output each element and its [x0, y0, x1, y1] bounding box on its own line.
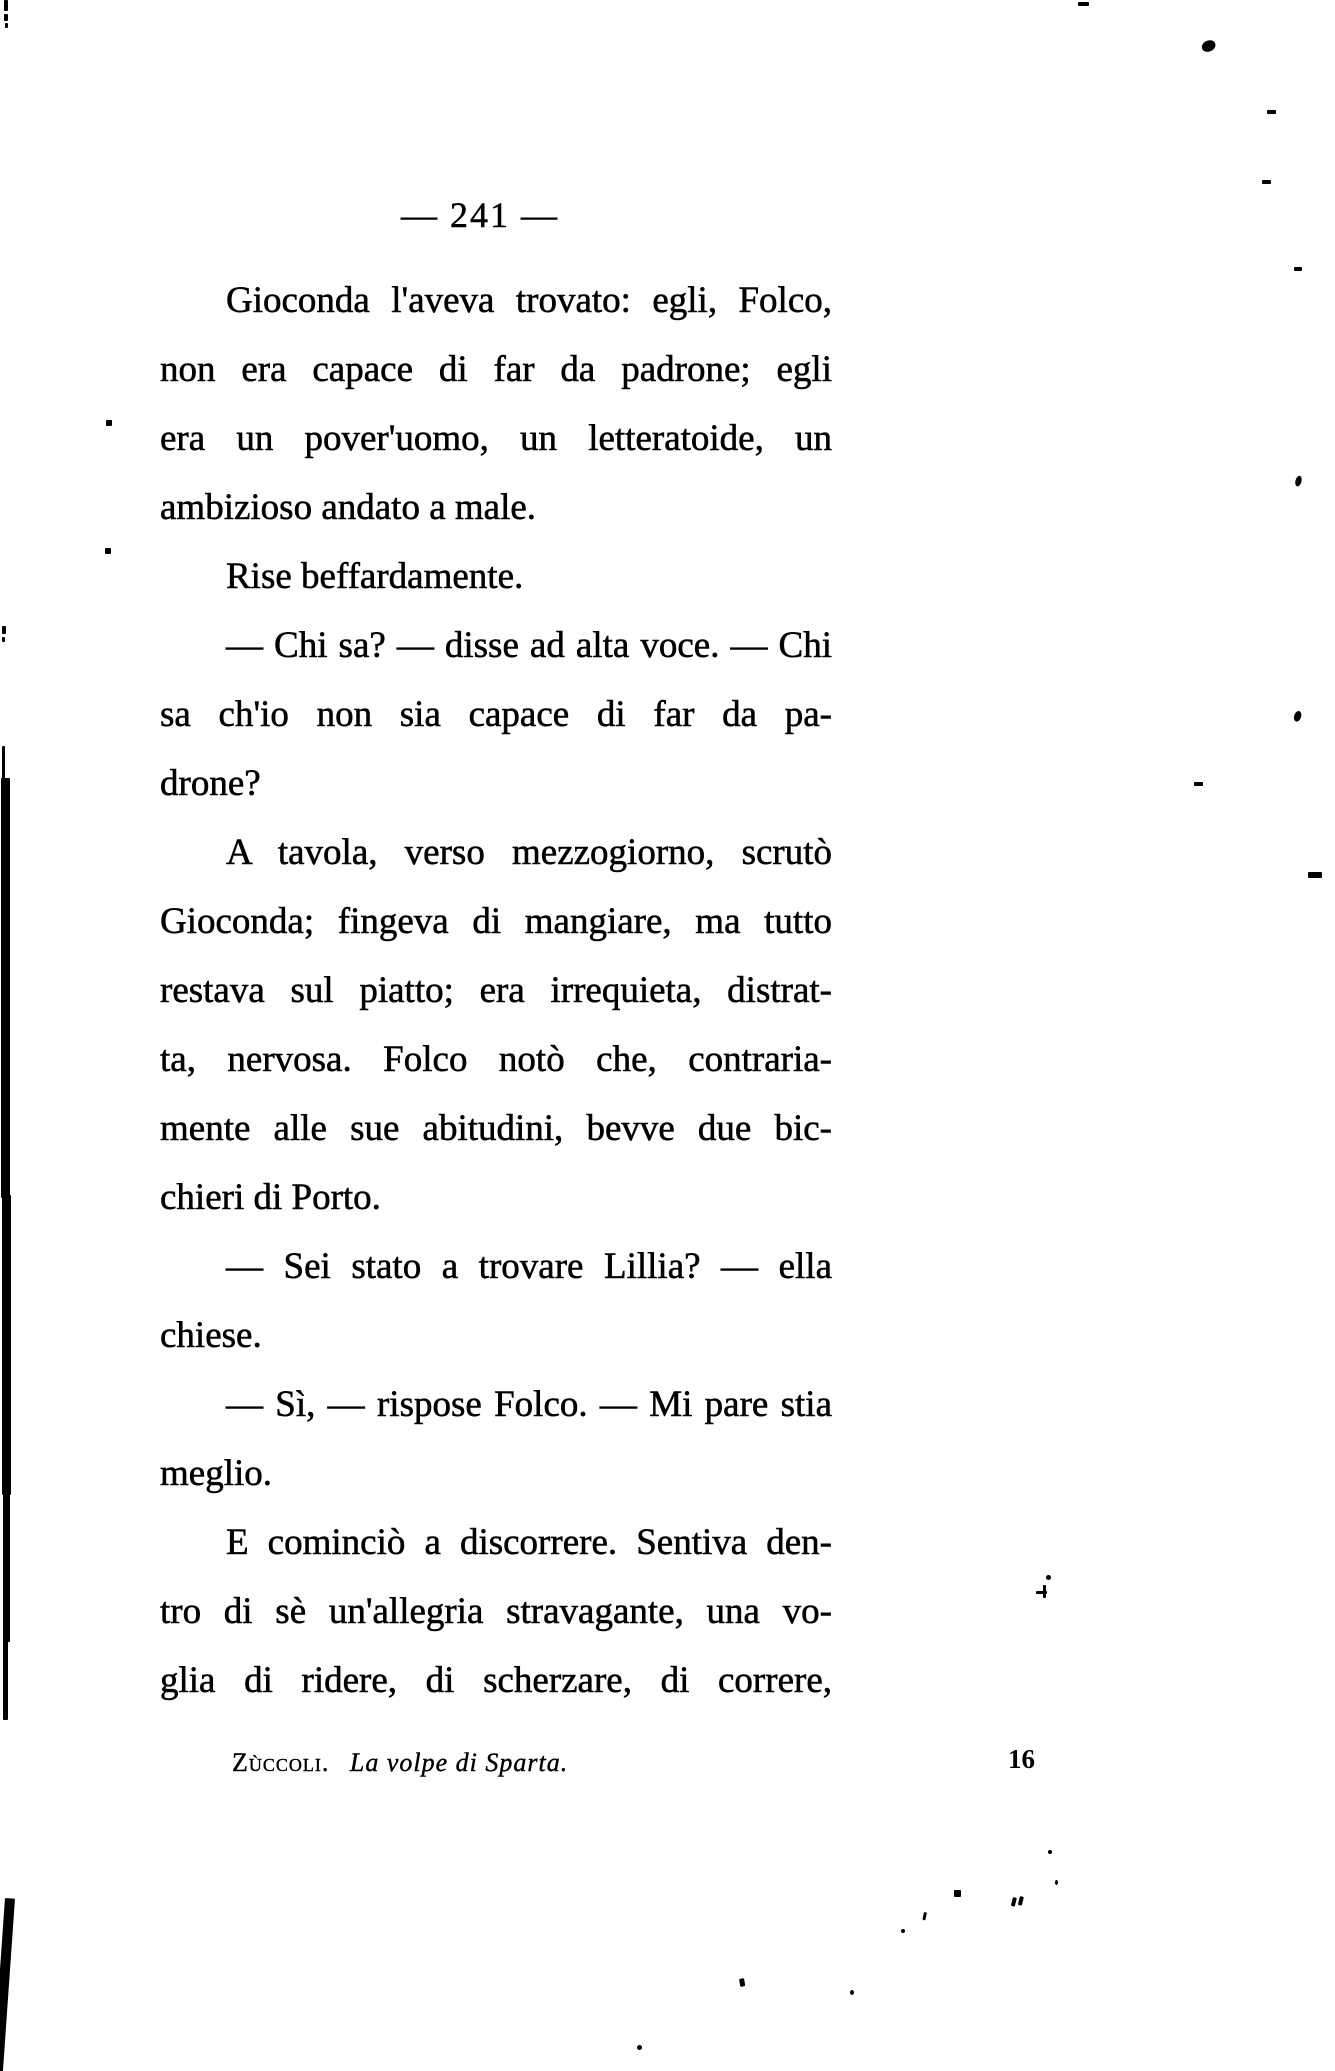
ink-mark: [1078, 2, 1089, 6]
ink-mark: [1046, 1575, 1051, 1580]
text-line: chiese.: [160, 1315, 262, 1356]
ink-mark: [5, 23, 8, 28]
text-line: glia di ridere, di scherzare, di correre,: [160, 1660, 832, 1701]
ink-mark: [1036, 1591, 1047, 1594]
text-line: — Sei stato a trovare Lillia? — ella: [226, 1246, 832, 1287]
text-line: drone?: [160, 763, 261, 804]
ink-mark: [1043, 1585, 1046, 1598]
ink-mark: [850, 1990, 854, 1995]
footer-signature: [232, 1748, 568, 1778]
footer-author: Zùccoli.: [232, 1748, 330, 1777]
page-text: [160, 266, 832, 1715]
footer-sheet-number: 16: [1008, 1744, 1035, 1774]
ink-mark: [2, 746, 5, 780]
ink-mark: [1018, 1896, 1024, 1906]
ink-mark: [1294, 475, 1303, 487]
ink-mark: [3, 1492, 10, 1642]
text-line: — Sì, — rispose Folco. — Mi pare stia: [226, 1384, 832, 1425]
footer-book-title: La volpe di Sparta.: [349, 1748, 569, 1777]
text-line: E cominciò a discorrere. Sentiva den-: [226, 1522, 832, 1563]
page-number-header: — 241 —: [401, 195, 559, 235]
ink-mark: [1011, 1897, 1017, 1907]
ink-mark: [739, 1978, 745, 1987]
ink-mark: [1262, 180, 1271, 184]
ink-mark: [106, 420, 112, 426]
ink-mark: [4, 14, 8, 21]
ink-mark: [105, 548, 111, 554]
ink-mark: [1294, 267, 1302, 271]
text-line: Rise beffardamente.: [226, 556, 524, 597]
text-line: era un pover'uomo, un letteratoide, un: [160, 418, 832, 459]
ink-mark: [3, 1640, 8, 1720]
ink-mark: [1267, 110, 1276, 114]
text-line: ambizioso andato a male.: [160, 487, 537, 528]
page-footer: [160, 1742, 1160, 1788]
ink-mark: [1200, 38, 1217, 54]
text-line: sa ch'io non sia capace di far da pa-: [160, 694, 832, 735]
ink-mark: [1055, 1880, 1058, 1885]
ink-mark: [1293, 710, 1303, 723]
ink-mark: [2, 637, 5, 642]
ink-mark: [637, 2045, 642, 2050]
ink-mark: [0, 1898, 15, 2071]
text-line: A tavola, verso mezzogiorno, scrutò: [226, 832, 832, 873]
text-line: mente alle sue abitudini, bevve due bic-: [160, 1108, 832, 1149]
text-line: meglio.: [160, 1453, 273, 1494]
ink-mark: [1, 778, 10, 1198]
ink-mark: [4, 0, 8, 11]
ink-mark: [954, 1890, 961, 1897]
text-line: non era capace di far da padrone; egli: [160, 349, 832, 390]
text-line: — Chi sa? — disse ad alta voce. — Chi: [226, 625, 832, 666]
text-line: chieri di Porto.: [160, 1177, 381, 1218]
text-line: tro di sè un'allegria stravagante, una vo-: [160, 1591, 832, 1632]
ink-mark: [1048, 1850, 1052, 1854]
text-line: restava sul piatto; era irrequieta, distrat-: [160, 970, 832, 1011]
ink-mark: [922, 1912, 927, 1920]
text-line: ta, nervosa. Folco notò che, contraria-: [160, 1039, 832, 1080]
ink-mark: [2, 1195, 11, 1495]
ink-mark: [2, 626, 6, 634]
text-line: Gioconda; fingeva di mangiare, ma tutto: [160, 901, 832, 942]
ink-mark: [1194, 782, 1203, 786]
ink-mark: [1308, 872, 1322, 878]
ink-mark: [901, 1929, 905, 1933]
text-line: Gioconda l'aveva trovato: egli, Folco,: [226, 280, 832, 321]
